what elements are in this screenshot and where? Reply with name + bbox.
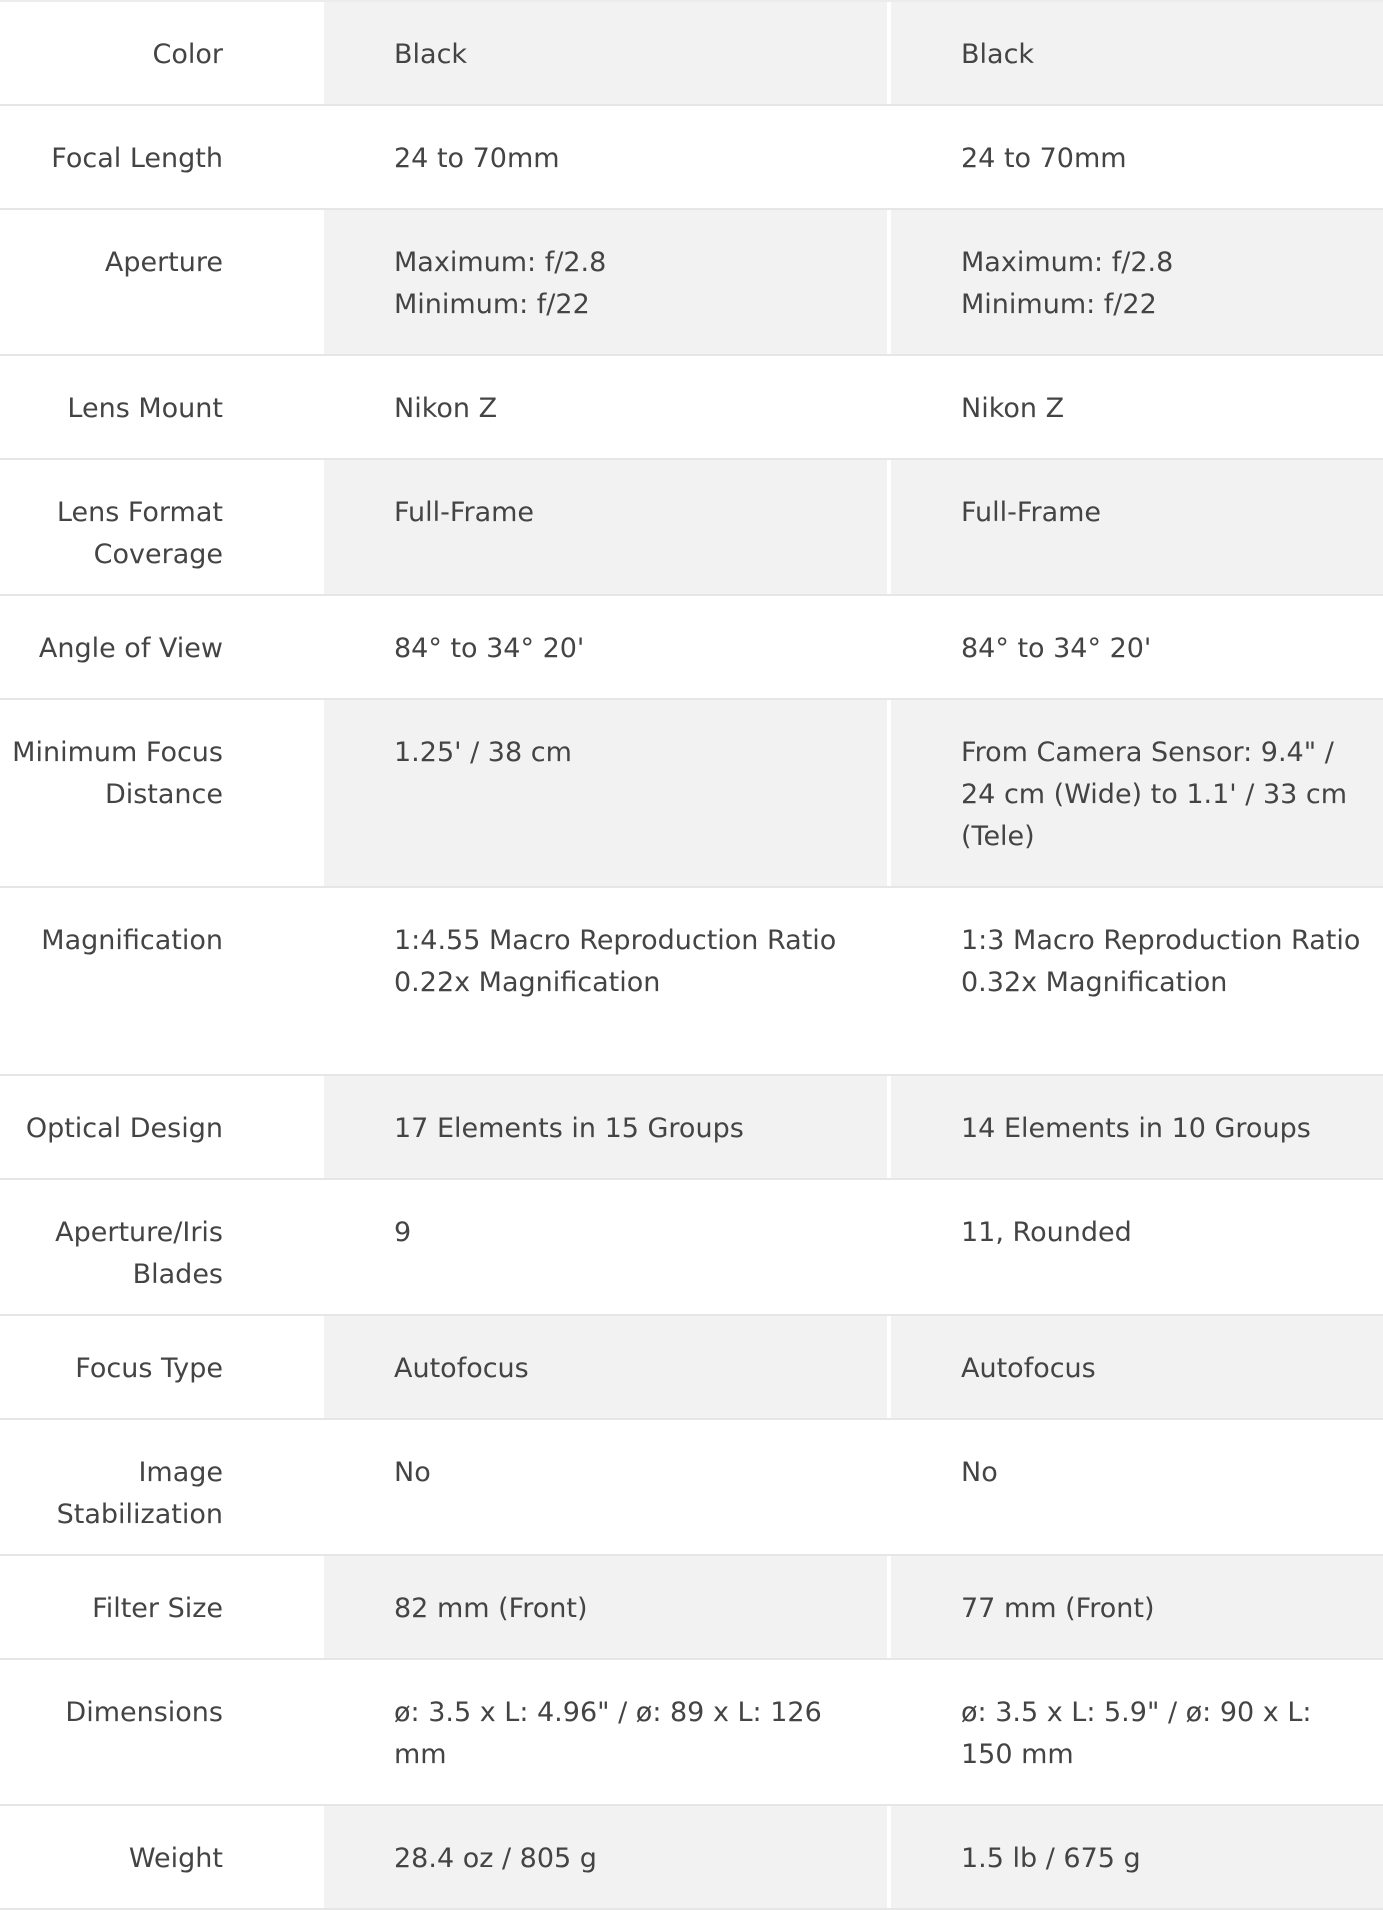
spec-value-line: Nikon Z bbox=[961, 393, 1065, 424]
spec-value-line: 0.32x Magnification bbox=[961, 967, 1228, 998]
spec-value-line: 1.5 lb / 675 g bbox=[961, 1843, 1141, 1874]
spec-value-line: 84° to 34° 20' bbox=[961, 633, 1152, 664]
spec-value-line: 77 mm (Front) bbox=[961, 1593, 1155, 1624]
spec-label: Focus Type bbox=[75, 1353, 223, 1384]
spec-value-product-1 bbox=[324, 1076, 887, 1178]
spec-value-line: Autofocus bbox=[961, 1353, 1096, 1384]
spec-row-lens-mount bbox=[0, 356, 1383, 460]
spec-label: Image Stabilization bbox=[56, 1457, 223, 1530]
spec-value-line: 24 to 70mm bbox=[961, 143, 1127, 174]
spec-row-color bbox=[0, 2, 1383, 106]
spec-value-product-1 bbox=[324, 596, 887, 698]
spec-value-product-2 bbox=[887, 596, 1383, 698]
spec-value-line: 1:3 Macro Reproduction Ratio bbox=[961, 925, 1361, 956]
spec-value-line: 84° to 34° 20' bbox=[394, 633, 585, 664]
spec-value-product-1 bbox=[324, 1420, 887, 1554]
spec-value-product-2 bbox=[887, 1420, 1383, 1554]
spec-value-line: 0.22x Magnification bbox=[394, 967, 661, 998]
spec-value-product-2 bbox=[887, 1076, 1383, 1178]
spec-value-line: 82 mm (Front) bbox=[394, 1593, 588, 1624]
spec-label: Minimum Focus Distance bbox=[12, 737, 223, 810]
spec-value-line: Black bbox=[961, 39, 1035, 70]
spec-label: Angle of View bbox=[38, 633, 223, 664]
spec-label: Lens Mount bbox=[67, 393, 223, 424]
spec-value-product-1 bbox=[324, 1316, 887, 1418]
spec-value-line: Autofocus bbox=[394, 1353, 529, 1384]
spec-value-line: Full-Frame bbox=[394, 497, 535, 528]
spec-row-angle-of-view bbox=[0, 596, 1383, 700]
spec-label: Filter Size bbox=[92, 1593, 223, 1624]
spec-value-product-2 bbox=[887, 1316, 1383, 1418]
spec-row-aperture-iris-blades bbox=[0, 1180, 1383, 1316]
spec-row-magnification bbox=[0, 888, 1383, 1076]
spec-label: Dimensions bbox=[65, 1697, 223, 1728]
spec-value-line: Black bbox=[394, 39, 468, 70]
spec-value-line: Nikon Z bbox=[394, 393, 498, 424]
spec-label: Focal Length bbox=[51, 143, 223, 174]
spec-value-line: From Camera Sensor: 9.4" / 24 cm (Wide) to 1.1' / 33 cm (Tele) bbox=[961, 737, 1348, 852]
spec-value-line: 14 Elements in 10 Groups bbox=[961, 1113, 1311, 1144]
spec-value-product-2 bbox=[887, 2, 1383, 104]
spec-row-image-stabilization bbox=[0, 1420, 1383, 1556]
spec-value-line: No bbox=[394, 1457, 431, 1488]
spec-value-product-2 bbox=[887, 210, 1383, 354]
spec-label: Aperture bbox=[104, 247, 223, 278]
spec-row-focal-length bbox=[0, 106, 1383, 210]
spec-value-line: Minimum: f/22 bbox=[961, 289, 1157, 320]
spec-value-product-2 bbox=[887, 106, 1383, 208]
spec-row-filter-size bbox=[0, 1556, 1383, 1660]
spec-value-product-2 bbox=[887, 1660, 1383, 1804]
spec-value-line: ø: 3.5 x L: 5.9" / ø: 90 x L: 150 mm bbox=[961, 1697, 1312, 1770]
spec-value-line: 17 Elements in 15 Groups bbox=[394, 1113, 744, 1144]
spec-label: Magnification bbox=[41, 925, 223, 956]
spec-value-product-1 bbox=[324, 2, 887, 104]
spec-value-line: 9 bbox=[394, 1217, 412, 1248]
spec-row-optical-design bbox=[0, 1076, 1383, 1180]
spec-row-minimum-focus-distance bbox=[0, 700, 1383, 888]
spec-value-line: ø: 3.5 x L: 4.96" / ø: 89 x L: 126 mm bbox=[394, 1697, 822, 1770]
spec-value-product-1 bbox=[324, 888, 887, 1074]
spec-value-line: Maximum: f/2.8 bbox=[394, 247, 607, 278]
spec-value-line: 24 to 70mm bbox=[394, 143, 560, 174]
spec-value-line: 1.25' / 38 cm bbox=[394, 737, 572, 768]
spec-label: Weight bbox=[128, 1843, 223, 1874]
spec-value-product-2 bbox=[887, 1556, 1383, 1658]
spec-value-line: Full-Frame bbox=[961, 497, 1102, 528]
spec-value-line: Maximum: f/2.8 bbox=[961, 247, 1174, 278]
spec-value-product-1 bbox=[324, 210, 887, 354]
spec-value-product-2 bbox=[887, 460, 1383, 594]
spec-label: Color bbox=[152, 39, 223, 70]
spec-value-line: No bbox=[961, 1457, 998, 1488]
spec-row-focus-type bbox=[0, 1316, 1383, 1420]
spec-value-product-2 bbox=[887, 1806, 1383, 1908]
spec-row-dimensions bbox=[0, 1660, 1383, 1806]
spec-value-product-1 bbox=[324, 356, 887, 458]
spec-value-line: 1:4.55 Macro Reproduction Ratio bbox=[394, 925, 837, 956]
spec-label: Aperture/Iris Blades bbox=[55, 1217, 223, 1290]
spec-label: Optical Design bbox=[25, 1113, 223, 1144]
spec-value-product-1 bbox=[324, 460, 887, 594]
spec-value-product-1 bbox=[324, 1806, 887, 1908]
spec-value-product-2 bbox=[887, 888, 1383, 1074]
spec-row-lens-format-coverage bbox=[0, 460, 1383, 596]
spec-value-product-2 bbox=[887, 1180, 1383, 1314]
spec-value-product-1 bbox=[324, 1180, 887, 1314]
spec-value-line: 11, Rounded bbox=[961, 1217, 1132, 1248]
spec-value-line: 28.4 oz / 805 g bbox=[394, 1843, 597, 1874]
spec-row-aperture bbox=[0, 210, 1383, 356]
spec-value-product-2 bbox=[887, 700, 1383, 886]
spec-row-weight bbox=[0, 1806, 1383, 1910]
spec-value-product-1 bbox=[324, 700, 887, 886]
spec-value-line: Minimum: f/22 bbox=[394, 289, 590, 320]
spec-value-product-1 bbox=[324, 106, 887, 208]
spec-value-product-1 bbox=[324, 1556, 887, 1658]
spec-label: Lens Format Coverage bbox=[56, 497, 223, 570]
spec-value-product-1 bbox=[324, 1660, 887, 1804]
spec-value-product-2 bbox=[887, 356, 1383, 458]
